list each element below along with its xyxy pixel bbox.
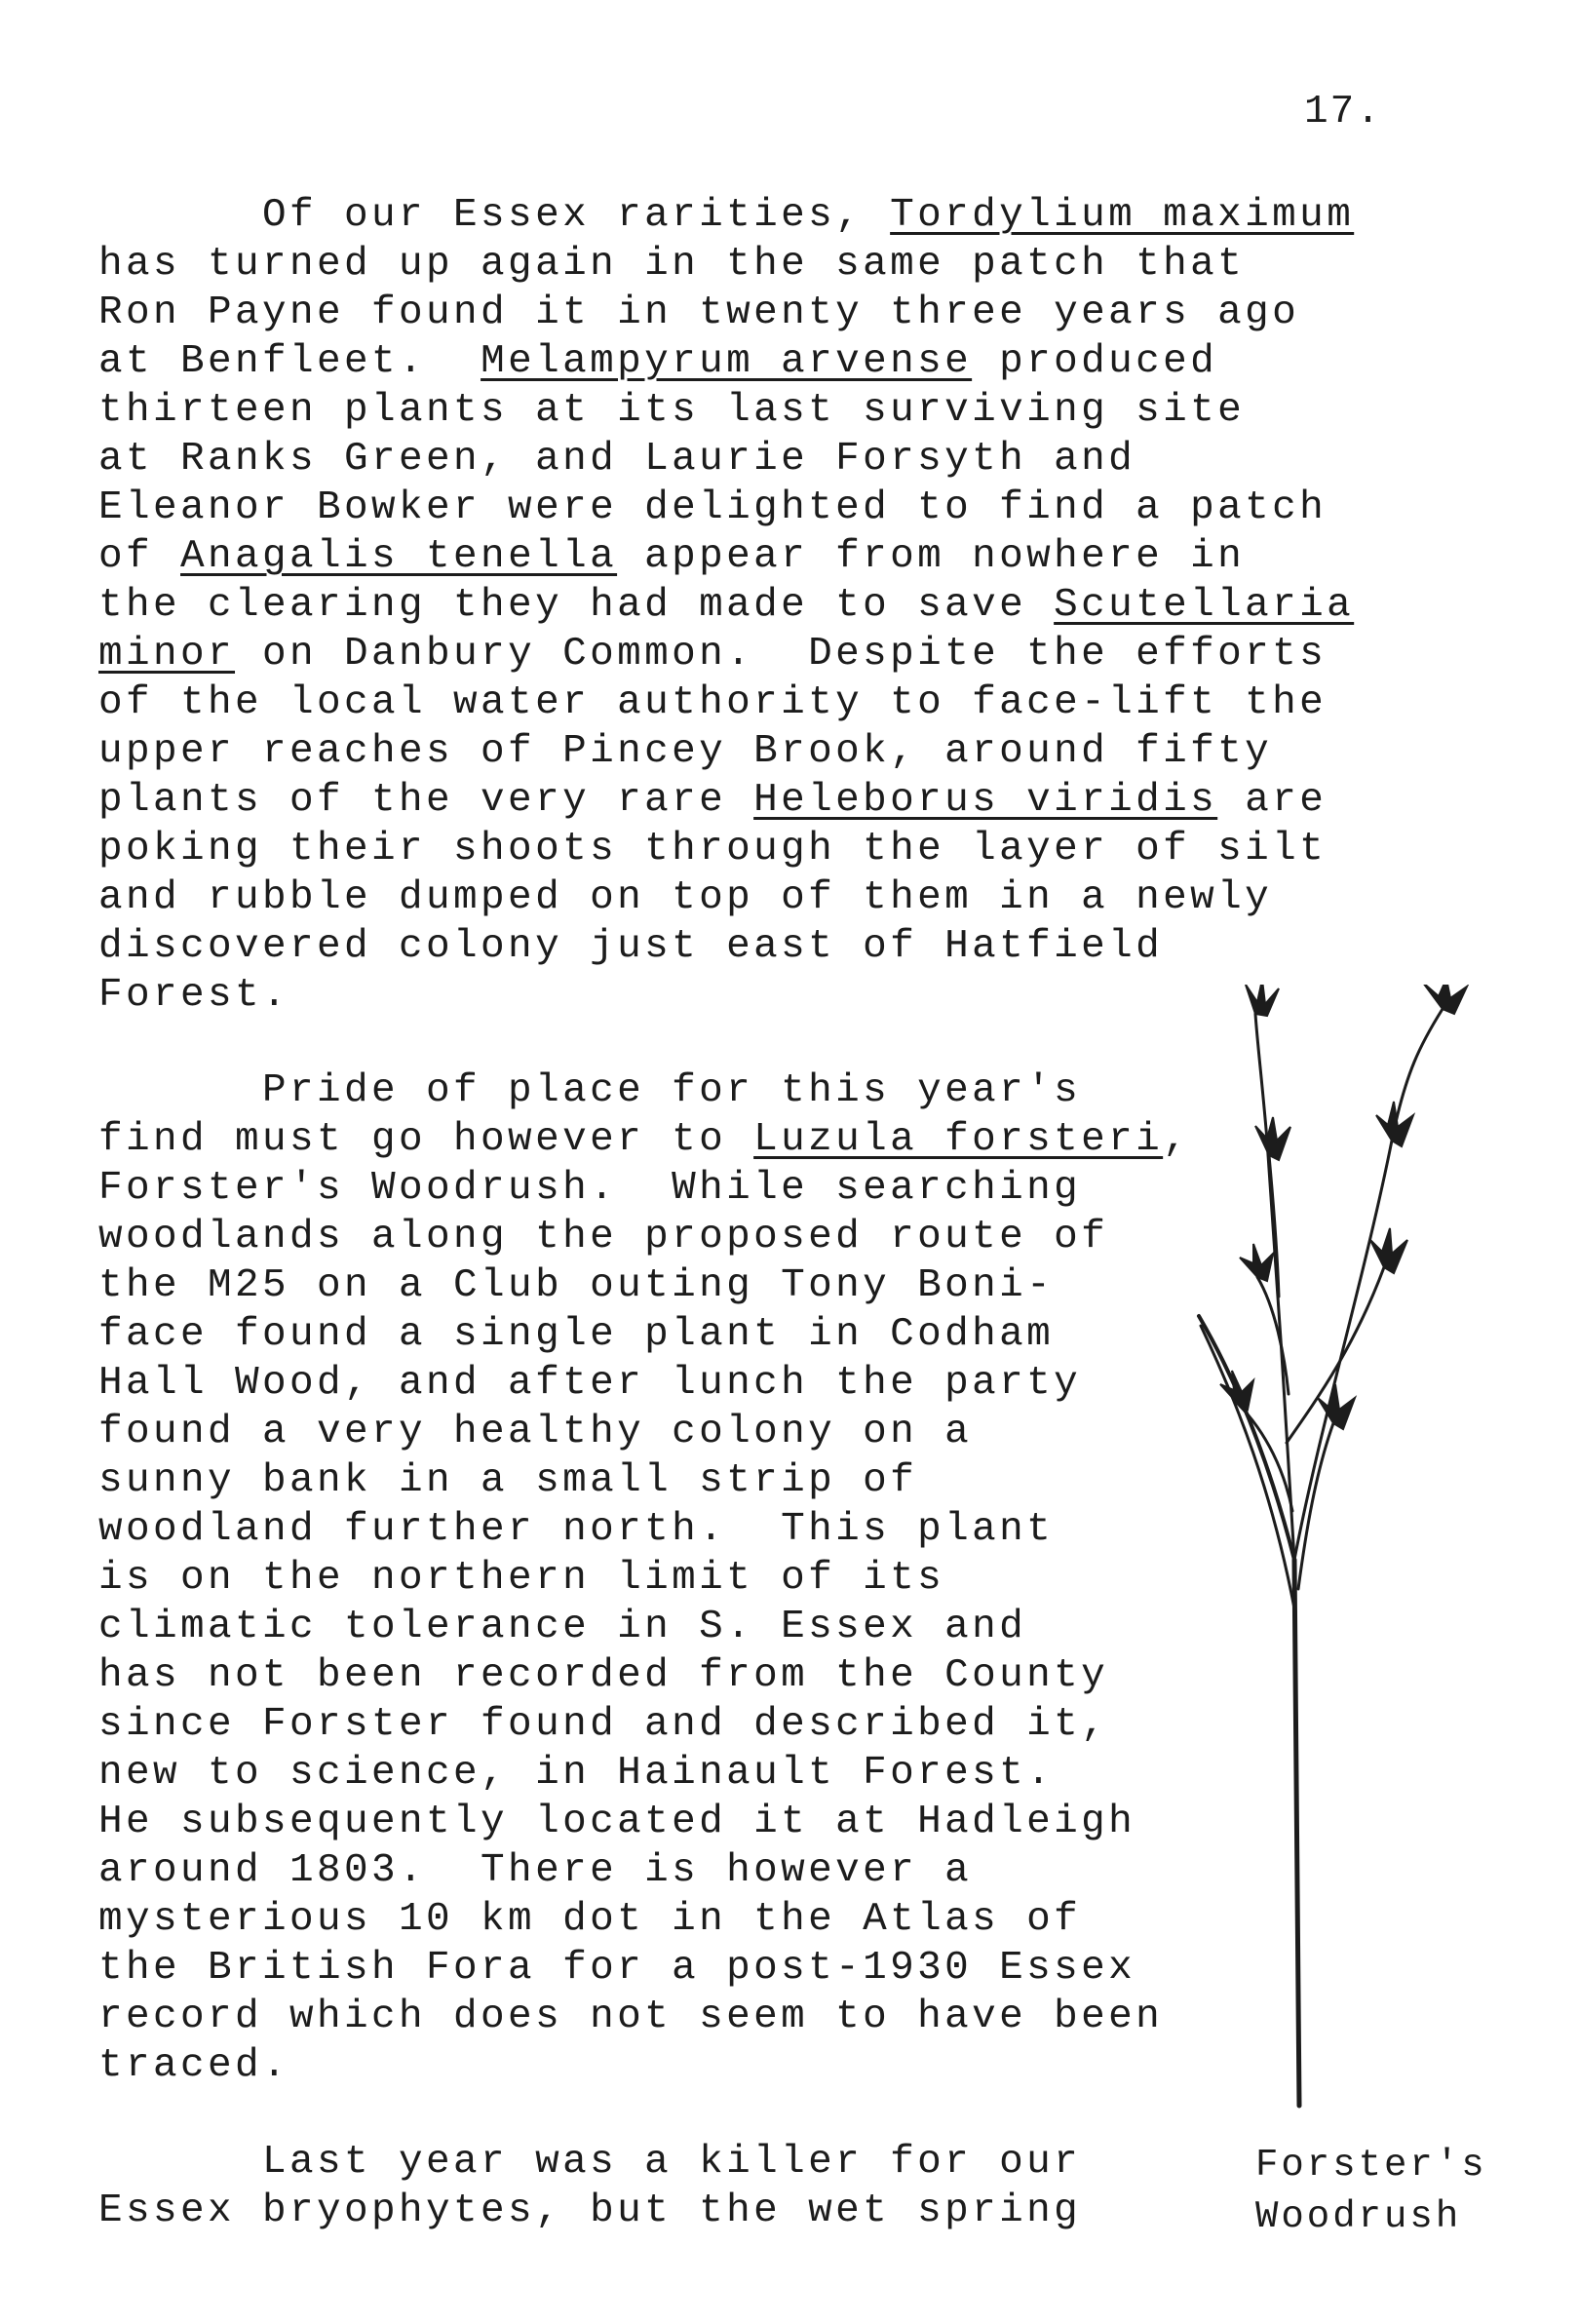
species-name: Tordylium maximum bbox=[890, 193, 1355, 238]
text-line bbox=[98, 1115, 1190, 1164]
text-line bbox=[98, 532, 1245, 581]
text-line bbox=[98, 727, 1272, 776]
text-segment: traced. bbox=[98, 2043, 290, 2088]
text-segment: appear from nowhere in bbox=[617, 534, 1246, 579]
text-line bbox=[98, 2138, 1081, 2187]
text-line bbox=[98, 240, 1245, 289]
text-line bbox=[98, 1456, 917, 1505]
text-line bbox=[98, 484, 1327, 532]
text-segment: at Benfleet. bbox=[98, 339, 481, 384]
text-segment: Essex bryophytes, but the wet spring bbox=[98, 2188, 1082, 2233]
text-segment: He subsequently located it at Hadleigh bbox=[98, 1800, 1136, 1844]
text-segment: is on the northern limit of its bbox=[98, 1556, 945, 1601]
text-segment: Of our Essex rarities, bbox=[98, 193, 891, 238]
text-line bbox=[98, 1554, 944, 1603]
woodrush-illustration bbox=[1131, 985, 1501, 2135]
text-segment: Eleanor Bowker were delighted to find a patch bbox=[98, 485, 1328, 530]
text-segment: and rubble dumped on top of them in a newly bbox=[98, 875, 1273, 920]
text-segment: woodland further north. This plant bbox=[98, 1507, 1055, 1552]
text-segment: Last year was a killer for our bbox=[98, 2140, 1082, 2185]
text-line bbox=[98, 1798, 1135, 1846]
text-segment: record which does not seem to have been bbox=[98, 1995, 1164, 2039]
text-line bbox=[98, 825, 1327, 873]
text-line bbox=[98, 873, 1272, 922]
species-name: Luzula forsteri bbox=[753, 1117, 1164, 1162]
text-line bbox=[98, 971, 289, 1020]
species-name: minor bbox=[98, 632, 236, 677]
text-line bbox=[98, 1749, 1054, 1798]
text-line bbox=[98, 1505, 1054, 1554]
text-segment: find must go however to bbox=[98, 1117, 754, 1162]
text-segment: the M25 on a Club outing Tony Boni- bbox=[98, 1263, 1055, 1308]
text-segment: discovered colony just east of Hatfield bbox=[98, 924, 1164, 969]
text-line bbox=[98, 2041, 289, 2090]
text-line bbox=[98, 581, 1354, 630]
text-segment: Pride of place for this year's bbox=[98, 1068, 1082, 1113]
text-segment: thirteen plants at its last surviving site bbox=[98, 388, 1246, 433]
text-segment: poking their shoots through the layer of silt bbox=[98, 827, 1328, 872]
text-segment: face found a single plant in Codham bbox=[98, 1312, 1055, 1357]
text-segment: has turned up again in the same patch that bbox=[98, 242, 1246, 287]
text-segment: of bbox=[98, 534, 181, 579]
text-segment: new to science, in Hainault Forest. bbox=[98, 1751, 1055, 1796]
text-line bbox=[98, 1895, 1081, 1944]
text-line bbox=[98, 435, 1135, 484]
species-name: Anagalis tenella bbox=[180, 534, 618, 579]
text-segment: Forest. bbox=[98, 973, 290, 1018]
text-line bbox=[98, 1603, 1026, 1651]
text-line bbox=[98, 1651, 1108, 1700]
text-line bbox=[98, 1213, 1108, 1261]
text-segment: are bbox=[1217, 778, 1328, 823]
text-segment: mysterious 10 km dot in the Atlas of bbox=[98, 1897, 1082, 1942]
text-segment: climatic tolerance in S. Essex and bbox=[98, 1605, 1027, 1649]
text-line bbox=[98, 1164, 1081, 1213]
text-segment: on Danbury Common. Despite the efforts bbox=[235, 632, 1328, 677]
text-segment: found a very healthy colony on a bbox=[98, 1410, 973, 1454]
woodrush-drawing bbox=[1131, 985, 1501, 2135]
text-line bbox=[98, 1944, 1135, 1993]
text-line bbox=[98, 1408, 972, 1456]
text-segment: sunny bank in a small strip of bbox=[98, 1458, 918, 1503]
text-line bbox=[98, 191, 1354, 240]
text-segment: Hall Wood, and after lunch the party bbox=[98, 1361, 1082, 1406]
text-segment: of the local water authority to face-lift the bbox=[98, 680, 1328, 725]
text-line bbox=[98, 2187, 1081, 2235]
species-name: Heleborus viridis bbox=[753, 778, 1218, 823]
text-line bbox=[98, 630, 1327, 678]
illustration-caption-line-2: Woodrush bbox=[1255, 2195, 1462, 2238]
text-line bbox=[98, 1261, 1054, 1310]
text-line bbox=[98, 678, 1327, 727]
text-segment: around 1803. There is however a bbox=[98, 1848, 973, 1893]
text-line bbox=[98, 1310, 1054, 1359]
text-line bbox=[98, 337, 1217, 386]
species-name: Melampyrum arvense bbox=[481, 339, 973, 384]
text-line bbox=[98, 776, 1327, 825]
text-segment: the British Fora for a post-1930 Essex bbox=[98, 1946, 1136, 1991]
text-segment: woodlands along the proposed route of bbox=[98, 1215, 1109, 1259]
text-line bbox=[98, 1846, 972, 1895]
text-segment: upper reaches of Pincey Brook, around fifty bbox=[98, 729, 1273, 774]
page-number: 17. bbox=[1304, 90, 1382, 135]
text-segment: produced bbox=[972, 339, 1218, 384]
text-line bbox=[98, 1066, 1081, 1115]
text-segment: Ron Payne found it in twenty three years ago bbox=[98, 290, 1300, 335]
text-segment: plants of the very rare bbox=[98, 778, 754, 823]
text-segment: has not been recorded from the County bbox=[98, 1653, 1109, 1698]
text-line bbox=[98, 289, 1299, 337]
text-line bbox=[98, 386, 1245, 435]
text-segment: , bbox=[1163, 1117, 1191, 1162]
species-name: Scutellaria bbox=[1054, 583, 1355, 628]
text-segment: Forster's Woodrush. While searching bbox=[98, 1166, 1082, 1211]
text-segment: since Forster found and described it, bbox=[98, 1702, 1109, 1747]
illustration-caption-line-1: Forster's bbox=[1255, 2144, 1487, 2187]
text-line bbox=[98, 922, 1163, 971]
text-segment: the clearing they had made to save bbox=[98, 583, 1055, 628]
text-line bbox=[98, 1993, 1163, 2041]
text-line bbox=[98, 1359, 1081, 1408]
text-segment: at Ranks Green, and Laurie Forsyth and bbox=[98, 437, 1136, 482]
text-line bbox=[98, 1700, 1108, 1749]
